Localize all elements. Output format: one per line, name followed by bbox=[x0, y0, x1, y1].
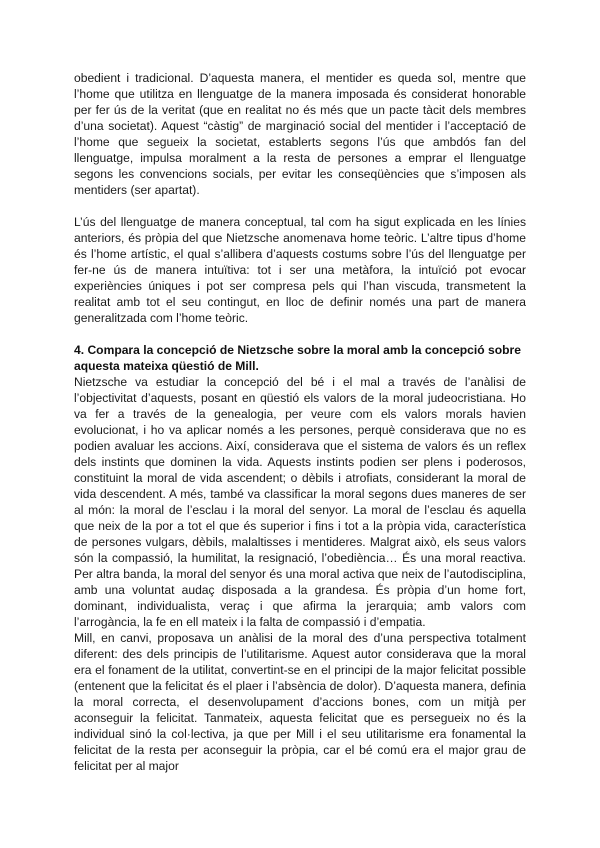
body-paragraph: obedient i tradicional. D’aquesta manera, el mentider es queda sol, mentre que l’home que utilitza en llenguatge de la manera imposada és considerat honorable per fer ús de la veritat (que en realitat no és més que un pacte tàcit dels membres d’una societat). Aquest “càstig” de marginació social del mentider i l’acceptació de l’home que segueix la societat, establerts segons l’ús que ambdós fan del llenguatge, impulsa moralment a la resta de persones a emprar el llenguatge segons les convencions socials, per evitar les conseqüències que s’imposen als mentiders (ser apartat). bbox=[74, 71, 526, 197]
body-paragraph: Nietzsche va estudiar la concepció del bé i el mal a través de l’anàlisi de l’objectivitat d’aquests, posant en qüestió els valors de la moral judeocristiana. Ho va fer a través de la genealogia, per veure com els valors morals havien evolucionat, i ho va aplicar només a les persones, perquè considerava que no es podien avaluar les accions. Així, considerava que el sistema de valors és un reflex dels instints que dominen la vida. Aquests instints podien ser plens i poderosos, constituint la moral de vida ascendent; o dèbils i atrofiats, considerant la moral de vida descendent. A més, també va classificar la moral segons dues maneres de ser al món: la moral de l’esclau i la moral del senyor. La moral de l’esclau és aquella que neix de la por a tot el que és superior i fins i tot a la pròpia vida, característica de persones vulgars, dèbils, malaltisses i mentideres. Malgrat això, els seus valors són la compassió, la humilitat, la resignació, l’obediència… És una moral reactiva. Per altra banda, la moral del senyor és una moral activa que neix de l’autodisciplina, amb una voluntat audaç disposada a la grandesa. És pròpia d’un home fort, dominant, individualista, veraç i que afirma la jerarquia; amb valors com l’arrogància, la fe en ell mateix i la falta de compassió i d’empatia. bbox=[74, 375, 526, 629]
body-paragraph: Mill, en canvi, proposava un anàlisi de la moral des d’una perspectiva totalment diferent: des dels principis de l’utilitarisme. Aquest autor considerava que la moral era el fonament de la utilitat, convertint-se en el principi de la major felicitat possible (entenent que la felicitat és el plaer i l’absència de dolor). D’aquesta manera, definia la moral correcta, el desenvolupament d’accions bones, com un mitjà per aconseguir la felicitat. Tanmateix, aquesta felicitat que es persegueix no és la individual sinó la col·lectiva, ja que per Mill i el seu utilitarisme era fonamental la felicitat de la resta per aconseguir la pròpia, car el bé comú era el major grau de felicitat per al major bbox=[74, 631, 526, 773]
question-heading: 4. Compara la concepció de Nietzsche sobre la moral amb la concepció sobre aquesta mateixa qüestió de Mill. bbox=[74, 343, 521, 373]
body-paragraph: L’ús del llenguatge de manera conceptual, tal com ha sigut explicada en les línies anteriors, és pròpia del que Nietzsche anomenava home teòric. L’altre tipus d’home és l’home artístic, el qual s’allibera d’aquests costums sobre l’ús del llenguatge per fer-ne ús de manera intuïtiva: tot i ser una metàfora, la intuïció pot evocar experiències úniques i pot ser compresa pels qui l’han viscuda, transmetent la realitat amb tot el seu contingut, en lloc de definir només una part de manera generalitzada com l’home teòric. bbox=[74, 215, 526, 325]
